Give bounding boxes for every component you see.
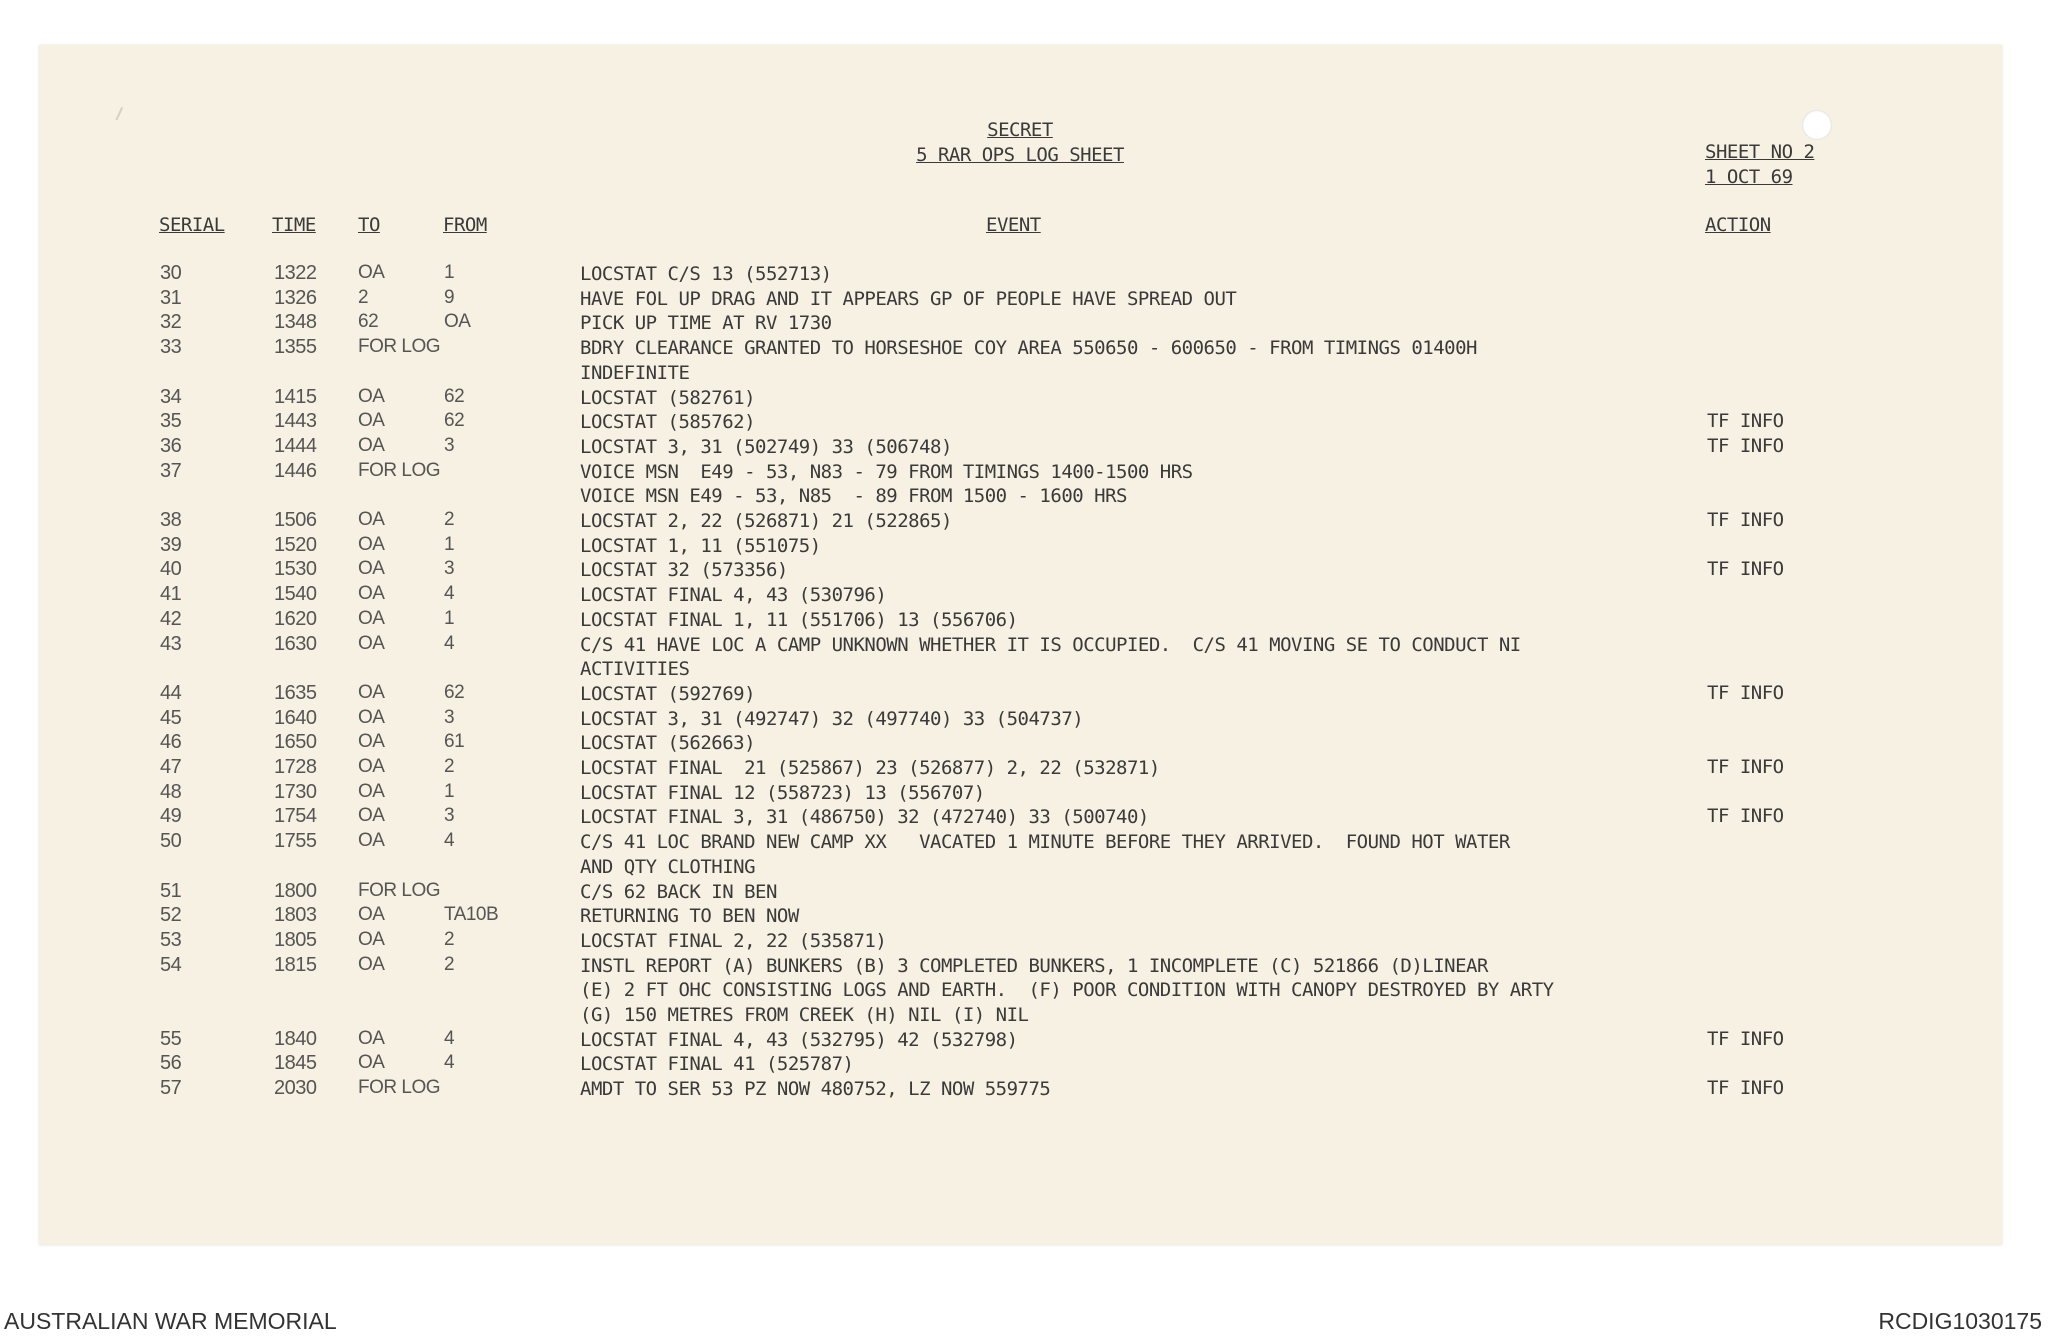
- entry-to: OA: [358, 780, 385, 802]
- entry-to: FOR LOG: [358, 879, 441, 901]
- entry-time: 1630: [274, 632, 317, 655]
- entry-event: LOCSTAT 3, 31 (492747) 32 (497740) 33 (504737): [580, 707, 1084, 730]
- entry-serial: 51: [160, 879, 182, 902]
- entry-serial: 48: [160, 780, 182, 803]
- entry-serial: 52: [160, 904, 182, 927]
- entry-event: LOCSTAT FINAL 12 (558723) 13 (556707): [580, 781, 985, 804]
- entry-serial: 30: [160, 262, 182, 284]
- entry-to: OA: [358, 558, 385, 580]
- classification-label: SECRET: [987, 119, 1053, 141]
- entry-to: OA: [358, 904, 385, 926]
- entry-event: C/S 41 LOC BRAND NEW CAMP XX VACATED 1 MINUTE BEFORE THEY ARRIVED. FOUND HOT WATER AND QTY CLOTHING: [580, 831, 1510, 878]
- entry-time: 1803: [274, 904, 317, 927]
- entry-serial: 49: [160, 805, 182, 828]
- entry-to: OA: [358, 410, 385, 432]
- entry-to: OA: [358, 385, 385, 407]
- entry-event: LOCSTAT FINAL 21 (525867) 23 (526877) 2, 22 (532871): [580, 757, 1160, 779]
- entry-to: OA: [358, 928, 385, 950]
- entry-to: OA: [358, 706, 385, 728]
- entry-serial: 44: [160, 681, 182, 704]
- entry-time: 1322: [274, 262, 317, 284]
- column-header-action: ACTION: [1705, 214, 1771, 236]
- entry-from: 3: [444, 558, 455, 580]
- entry-to: OA: [358, 1052, 385, 1074]
- entry-event: VOICE MSN E49 - 53, N83 - 79 FROM TIMINGS 1400-1500 HRS VOICE MSN E49 - 53, N85 - 89 FROM 1500 - 1600 HRS: [580, 460, 1193, 508]
- entry-time: 1446: [274, 459, 317, 482]
- entry-time: 1635: [274, 681, 317, 704]
- entry-event: LOCSTAT (562663): [580, 732, 756, 755]
- entry-event: LOCSTAT 1, 11 (551075): [580, 534, 821, 557]
- entry-serial: 31: [160, 286, 182, 309]
- entry-time: 1755: [274, 830, 317, 853]
- entry-action: TF INFO: [1707, 756, 1784, 778]
- sheet-title: 5 RAR OPS LOG SHEET: [916, 144, 1124, 166]
- footer-reference: RCDIG1030175: [1878, 1308, 2042, 1334]
- entry-to: OA: [358, 509, 385, 530]
- entry-to: FOR LOG: [358, 459, 441, 481]
- entry-serial: 32: [160, 311, 182, 334]
- entry-action: TF INFO: [1707, 1027, 1784, 1050]
- entry-from: 62: [444, 410, 465, 432]
- entry-to: OA: [358, 434, 385, 456]
- entry-to: OA: [358, 830, 385, 852]
- entry-serial: 36: [160, 434, 182, 457]
- entry-time: 1805: [274, 928, 317, 951]
- entry-to: OA: [358, 632, 385, 654]
- entry-event: AMDT TO SER 53 PZ NOW 480752, LZ NOW 559775: [580, 1078, 1051, 1101]
- entry-event: LOCSTAT FINAL 3, 31 (486750) 32 (472740) 33 (500740): [580, 806, 1149, 829]
- entry-from: 1: [444, 780, 455, 802]
- entry-from: 61: [444, 731, 465, 753]
- column-header-to: TO: [358, 214, 380, 236]
- entry-to: 2: [358, 286, 369, 308]
- entry-action: TF INFO: [1707, 410, 1784, 433]
- entry-event: INSTL REPORT (A) BUNKERS (B) 3 COMPLETED BUNKERS, 1 INCOMPLETE (C) 521866 (D)LINEAR (E) 2 FT OHC CONSISTING LOGS AND EARTH. (F) POOR CONDITION WITH CANOPY DESTROYED BY ARTY (G) 150 METRES FROM CREEK (H) NIL (I) NIL: [580, 954, 1554, 1026]
- entry-time: 1840: [274, 1027, 317, 1050]
- entry-serial: 41: [160, 583, 182, 606]
- entry-event: LOCSTAT FINAL 1, 11 (551706) 13 (556706): [580, 608, 1018, 631]
- entry-to: OA: [358, 533, 385, 555]
- entry-time: 1443: [274, 410, 317, 433]
- entry-serial: 55: [160, 1027, 182, 1050]
- entry-to: OA: [358, 731, 385, 753]
- entry-event: RETURNING TO BEN NOW: [580, 905, 799, 928]
- entry-event: LOCSTAT (592769): [580, 682, 756, 705]
- entry-time: 1650: [274, 731, 317, 754]
- entry-serial: 57: [160, 1077, 182, 1100]
- entry-serial: 43: [160, 632, 182, 655]
- entry-time: 1620: [274, 607, 317, 630]
- entry-from: TA10B: [444, 904, 499, 926]
- entry-event: LOCSTAT FINAL 2, 22 (535871): [580, 929, 887, 952]
- entry-event: LOCSTAT FINAL 4, 43 (530796): [580, 584, 887, 607]
- entry-from: 3: [444, 706, 455, 728]
- entry-from: 4: [444, 583, 455, 605]
- entry-to: OA: [358, 756, 385, 777]
- entry-from: 3: [444, 805, 455, 827]
- entry-event: LOCSTAT 2, 22 (526871) 21 (522865): [580, 510, 952, 532]
- footer-institution: AUSTRALIAN WAR MEMORIAL: [4, 1308, 337, 1334]
- entry-time: 1815: [274, 953, 317, 976]
- entry-event: LOCSTAT 32 (573356): [580, 559, 788, 582]
- entry-time: 1754: [274, 805, 317, 828]
- entry-from: 4: [444, 632, 455, 654]
- entry-from: OA: [444, 311, 471, 333]
- entry-event: BDRY CLEARANCE GRANTED TO HORSESHOE COY AREA 550650 - 600650 - FROM TIMINGS 01400H INDEFINITE: [580, 337, 1477, 384]
- entry-time: 1730: [274, 780, 317, 803]
- entry-from: 4: [444, 830, 455, 852]
- entry-from: 4: [444, 1052, 455, 1074]
- punch-hole: [1802, 110, 1832, 140]
- entry-from: 1: [444, 533, 455, 555]
- entry-serial: 40: [160, 558, 182, 581]
- entry-from: 2: [444, 953, 455, 975]
- entry-time: 1520: [274, 533, 317, 556]
- column-header-event: EVENT: [986, 214, 1041, 236]
- entry-to: FOR LOG: [358, 336, 441, 358]
- entry-from: 9: [444, 286, 455, 308]
- entry-to: 62: [358, 311, 379, 333]
- entry-from: 2: [444, 756, 455, 777]
- entry-to: OA: [358, 953, 385, 975]
- entry-event: LOCSTAT FINAL 41 (525787): [580, 1053, 854, 1076]
- entry-time: 1415: [274, 385, 317, 408]
- entry-time: 1800: [274, 879, 317, 902]
- entry-serial: 47: [160, 756, 182, 778]
- entry-serial: 34: [160, 385, 182, 408]
- column-header-serial: SERIAL: [159, 214, 225, 236]
- entry-from: 2: [444, 928, 455, 950]
- entry-from: 4: [444, 1027, 455, 1049]
- entry-serial: 42: [160, 607, 182, 630]
- entry-serial: 56: [160, 1052, 182, 1075]
- entry-serial: 46: [160, 731, 182, 754]
- entry-action: TF INFO: [1707, 434, 1784, 457]
- entry-event: HAVE FOL UP DRAG AND IT APPEARS GP OF PEOPLE HAVE SPREAD OUT: [580, 287, 1237, 310]
- entry-serial: 35: [160, 410, 182, 433]
- entry-serial: 37: [160, 459, 182, 482]
- entry-to: OA: [358, 805, 385, 827]
- entry-event: LOCSTAT FINAL 4, 43 (532795) 42 (532798): [580, 1028, 1018, 1051]
- entry-action: TF INFO: [1707, 558, 1784, 581]
- column-header-from: FROM: [443, 214, 487, 236]
- sheet-header: [820, 118, 1220, 168]
- entry-from: 1: [444, 262, 455, 283]
- entry-action: TF INFO: [1707, 509, 1784, 531]
- entry-time: 1728: [274, 756, 317, 778]
- entry-serial: 53: [160, 928, 182, 951]
- entry-serial: 33: [160, 336, 182, 359]
- entry-to: OA: [358, 262, 385, 283]
- entry-from: 62: [444, 385, 465, 407]
- column-header-time: TIME: [272, 214, 316, 236]
- entry-to: OA: [358, 607, 385, 629]
- entry-time: 1845: [274, 1052, 317, 1075]
- entry-event: LOCSTAT 3, 31 (502749) 33 (506748): [580, 435, 952, 458]
- entry-action: TF INFO: [1707, 681, 1784, 704]
- entry-event: LOCSTAT (582761): [580, 386, 756, 409]
- entry-time: 1355: [274, 336, 317, 359]
- entry-time: 1530: [274, 558, 317, 581]
- sheet-date: 1 OCT 69: [1705, 166, 1793, 188]
- entry-serial: 45: [160, 706, 182, 729]
- entry-from: 3: [444, 434, 455, 456]
- entry-from: 62: [444, 681, 465, 703]
- entry-to: FOR LOG: [358, 1077, 441, 1099]
- entry-time: 1348: [274, 311, 317, 334]
- entry-to: OA: [358, 681, 385, 703]
- entry-time: 1506: [274, 509, 317, 531]
- entry-time: 1326: [274, 286, 317, 309]
- entry-time: 1540: [274, 583, 317, 606]
- entry-time: 1444: [274, 434, 317, 457]
- entry-event: LOCSTAT (585762): [580, 411, 756, 434]
- entry-from: 2: [444, 509, 455, 530]
- entry-event: C/S 41 HAVE LOC A CAMP UNKNOWN WHETHER IT IS OCCUPIED. C/S 41 MOVING SE TO CONDUCT NI ACTIVITIES: [580, 633, 1521, 680]
- entry-event: PICK UP TIME AT RV 1730: [580, 312, 832, 335]
- entry-serial: 54: [160, 953, 182, 976]
- sheet-info: [1705, 140, 1814, 190]
- entry-event: LOCSTAT C/S 13 (552713): [580, 263, 832, 285]
- entry-serial: 50: [160, 830, 182, 853]
- entry-event: C/S 62 BACK IN BEN: [580, 880, 777, 903]
- entry-serial: 38: [160, 509, 182, 531]
- entry-serial: 39: [160, 533, 182, 556]
- sheet-number: SHEET NO 2: [1705, 141, 1815, 163]
- entry-to: OA: [358, 583, 385, 605]
- entry-time: 1640: [274, 706, 317, 729]
- entry-action: TF INFO: [1707, 805, 1784, 828]
- entry-time: 2030: [274, 1077, 317, 1100]
- entry-from: 1: [444, 607, 455, 629]
- entry-action: TF INFO: [1707, 1077, 1784, 1100]
- entry-to: OA: [358, 1027, 385, 1049]
